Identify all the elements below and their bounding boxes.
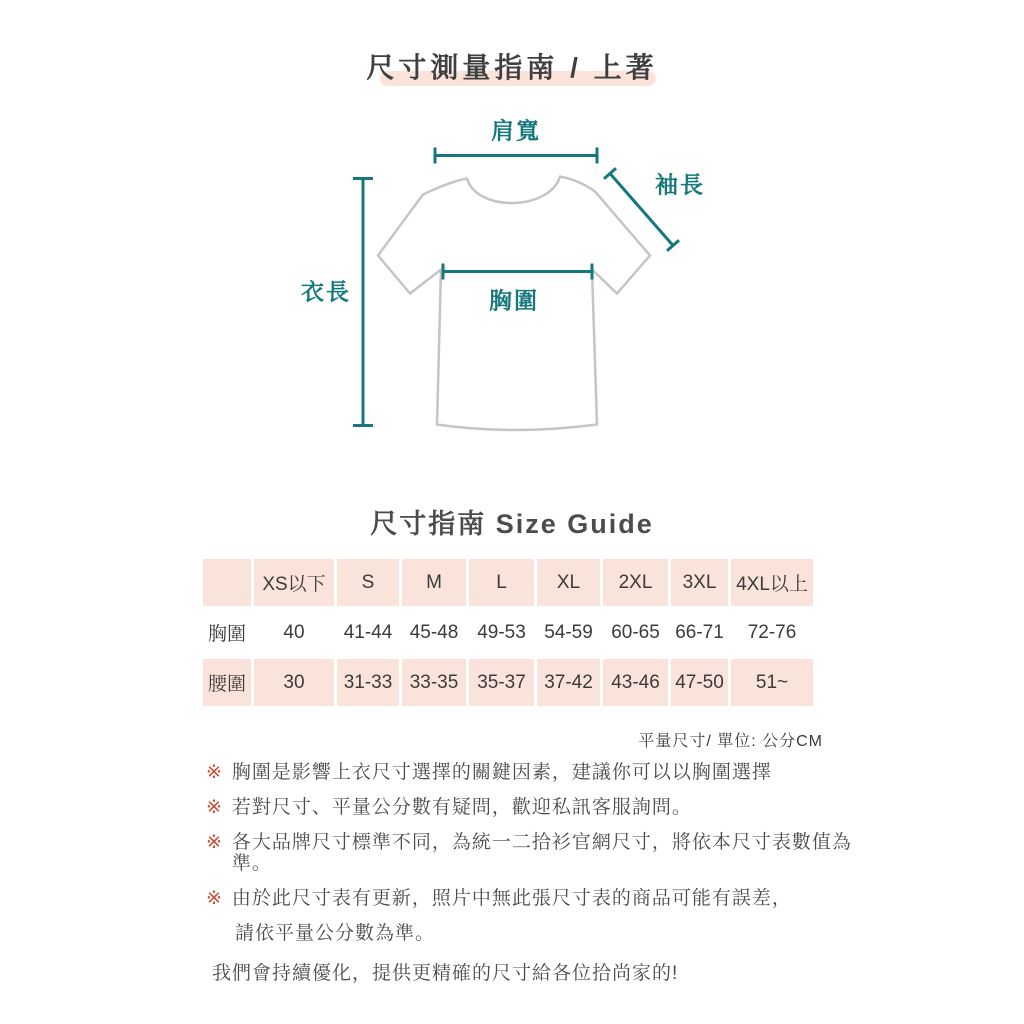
note-line [206,797,856,818]
note-text: 若對尺寸、平量公分數有疑問，歡迎私訊客服詢問。 [231,797,692,818]
table-cell: 60-65 [603,609,668,656]
table-cell: 41-44 [337,609,399,656]
tshirt-diagram-svg [280,106,740,446]
table-row-waist [203,659,813,706]
size-col-header: L [469,559,534,606]
note-line [206,762,856,783]
title-row [0,46,1024,86]
shoulder-width-line [435,148,597,164]
table-cell: 72-76 [731,609,813,656]
table-cell: 30 [254,659,334,706]
table-cell: 37-42 [537,659,600,706]
size-col-header: XS以下 [254,559,334,606]
table-cell: 49-53 [469,609,534,656]
reference-mark-icon: ※ [206,832,223,853]
size-col-header: 4XL以上 [731,559,813,606]
table-cell: 35-37 [469,659,534,706]
row-label-waist: 腰圍 [203,659,251,706]
table-cell: 47-50 [671,659,728,706]
section-title: 尺寸指南 Size Guide [370,509,654,539]
table-cell: 31-33 [337,659,399,706]
reference-mark-icon: ※ [206,762,223,783]
size-table [200,556,816,709]
note-text: 請依平量公分數為準。 [235,923,436,944]
garment-length-line [353,179,373,426]
table-cell: 40 [254,609,334,656]
note-text: 胸圍是影響上衣尺寸選擇的關鍵因素，建議你可以以胸圍選擇 [231,762,772,783]
table-cell: 51~ [731,659,813,706]
closing-note-line [206,963,856,984]
size-table-corner-cell [203,559,251,606]
garment-length-label: 衣長 [301,278,351,305]
table-cell: 43-46 [603,659,668,706]
tshirt-measurement-diagram [280,106,740,446]
shoulder-width-label: 肩寬 [491,117,541,144]
size-col-header: 3XL [671,559,728,606]
chest-width-label: 胸圍 [489,287,539,314]
unit-note: 平量尺寸/ 單位: 公分CM [638,733,823,750]
note-continuation-line [206,923,856,944]
size-col-header: M [402,559,466,606]
notes-section [206,762,856,998]
note-line [206,832,856,874]
table-cell: 66-71 [671,609,728,656]
table-row-chest [203,609,813,656]
size-col-header: XL [537,559,600,606]
table-cell: 54-59 [537,609,600,656]
table-cell: 33-35 [402,659,466,706]
note-text: 各大品牌尺寸標準不同，為統一二拾衫官網尺寸，將依本尺寸表數值為準。 [231,832,852,874]
reference-mark-icon: ※ [206,888,223,909]
note-text: 由於此尺寸表有更新，照片中無此張尺寸表的商品可能有誤差， [231,888,792,909]
size-table-header-row [203,559,813,606]
size-col-header: S [337,559,399,606]
note-text: 我們會持續優化，提供更精確的尺寸給各位拾尚家的! [212,963,679,984]
sleeve-length-label: 袖長 [655,171,705,198]
page-title [366,46,657,86]
reference-mark-icon: ※ [206,797,223,818]
page-title-text: 尺寸測量指南 / 上著 [366,52,658,83]
note-line [206,888,856,909]
size-col-header: 2XL [603,559,668,606]
row-label-chest: 胸圍 [203,609,251,656]
table-cell: 45-48 [402,609,466,656]
